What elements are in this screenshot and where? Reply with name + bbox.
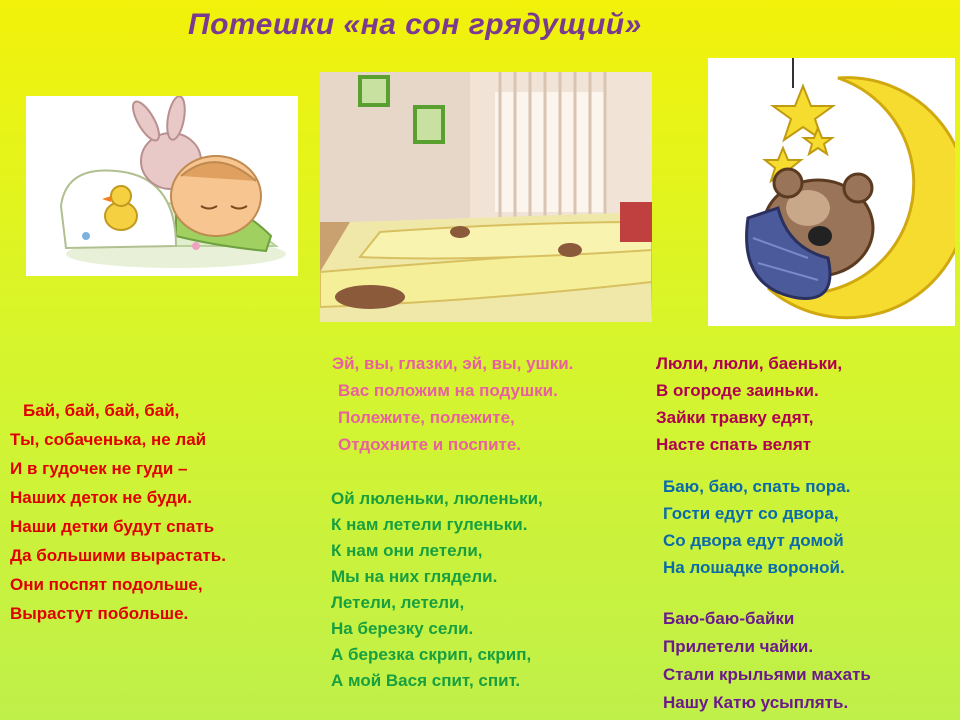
poem-line: Да большими вырастать. bbox=[10, 546, 226, 565]
poem-line: Люли, люли, баеньки, bbox=[656, 354, 843, 373]
poem-line: Баю, баю, спать пора. bbox=[663, 477, 851, 496]
poem-line: Они поспят подольше, bbox=[10, 575, 203, 594]
poem-chaiki bbox=[663, 605, 871, 717]
poem-line: Полежите, полежите, bbox=[338, 408, 515, 427]
poem-line: Летели, летели, bbox=[331, 593, 465, 612]
poem-lyulenki bbox=[331, 486, 543, 694]
poem-line: Наши детки будут спать bbox=[10, 517, 215, 536]
poem-line: Со двора едут домой bbox=[663, 531, 844, 550]
poem-line: Зайки травку едят, bbox=[656, 408, 814, 427]
poem-line: Мы на них глядели. bbox=[331, 567, 498, 586]
poem-line: Ой люленьки, люленьки, bbox=[331, 489, 543, 508]
poem-line: Прилетели чайки. bbox=[663, 637, 814, 656]
poem-line: А мой Вася спит, спит. bbox=[331, 671, 521, 690]
poem-line: А березка скрип, скрип, bbox=[331, 645, 532, 664]
poem-line: В огороде заиньки. bbox=[656, 381, 819, 400]
poem-line: К нам они летели, bbox=[331, 541, 483, 560]
teddy-moon-image bbox=[708, 58, 955, 326]
poem-line: Насте спать велят bbox=[656, 435, 812, 454]
page-title: Потешки «на сон грядущий» bbox=[188, 8, 642, 41]
poem-line: Нашу Катю усыплять. bbox=[663, 693, 849, 712]
poem-line: На лошадке вороной. bbox=[663, 558, 845, 577]
poem-line: Гости едут со двора, bbox=[663, 504, 839, 523]
poem-bayu bbox=[663, 473, 850, 581]
poem-line: К нам летели гуленьки. bbox=[331, 515, 528, 534]
poem-line: Эй, вы, глазки, эй, вы, ушки. bbox=[332, 354, 574, 373]
poem-line: Стали крыльями махать bbox=[663, 665, 871, 684]
poem-line: Наших деток не буди. bbox=[10, 488, 192, 507]
poem-lyuli bbox=[656, 350, 842, 458]
poem-bai-bai bbox=[10, 396, 226, 628]
poem-line: Бай, бай, бай, бай, bbox=[23, 401, 180, 420]
poem-glazki bbox=[332, 350, 573, 458]
poem-line: Отдохните и поспите. bbox=[338, 435, 522, 454]
poem-line: И в гудочек не гуди – bbox=[10, 459, 188, 478]
poem-line: Вас положим на подушки. bbox=[338, 381, 558, 400]
poem-line: На березку сели. bbox=[331, 619, 474, 638]
sleeping-baby-image bbox=[26, 96, 298, 276]
poem-line: Вырастут побольше. bbox=[10, 604, 189, 623]
poem-line: Баю-баю-байки bbox=[663, 609, 795, 628]
poem-line: Ты, собаченька, не лай bbox=[10, 430, 207, 449]
nap-room-photo bbox=[320, 72, 652, 322]
